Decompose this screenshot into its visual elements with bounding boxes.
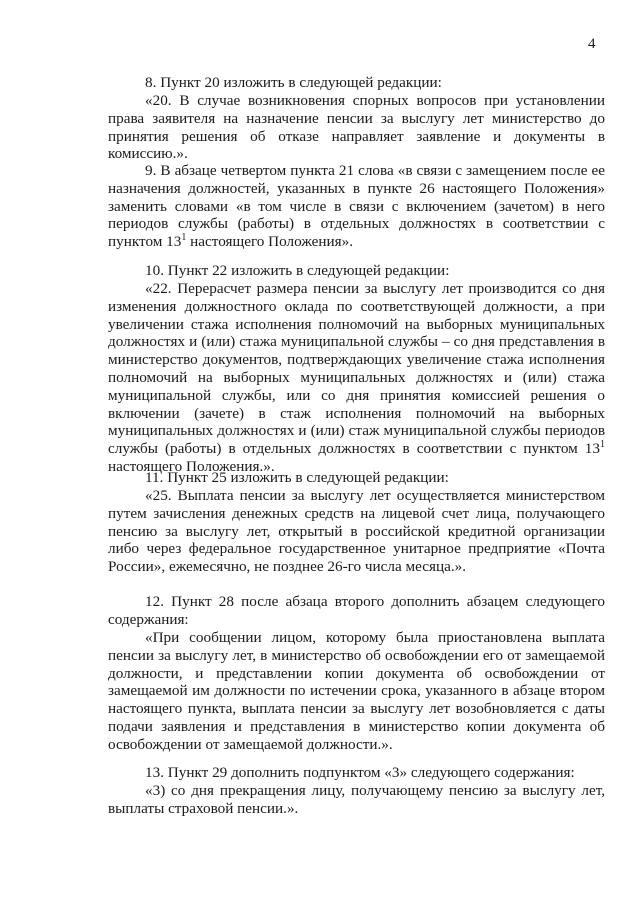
- item-25-text: «25. Выплата пенсии за выслугу лет осуществляется министерством путем зачисления денежных средств на лицевой счет лица, получающего пенсию за выслугу лет, открытый в российской кредитной организации либо через федеральное государственное унитарное предприятие «Почта России», ежемесячно, не позднее 26-го числа месяца.».: [108, 487, 605, 576]
- item-9-text-part2: настоящего Положения».: [186, 233, 354, 251]
- item-11-heading: 11. Пункт 25 изложить в следующей редакции:: [145, 469, 449, 486]
- item-9-paragraph: [108, 162, 605, 251]
- item-12-heading: 12. Пункт 28 после абзаца второго дополнить абзацем следующего содержания:: [108, 593, 605, 628]
- item-13-heading: 13. Пункт 29 дополнить подпунктом «3» следующего содержания:: [145, 764, 575, 781]
- item-22-text-part2: настоящего Положения.».: [108, 457, 275, 475]
- item-9-superscript: 1: [181, 232, 187, 244]
- item-22-superscript: 1: [600, 439, 605, 451]
- item-9-text-part1: 9. В абзаце четвертом пункта 21 слова «в связи с замещением после ее назначения должностей, указанных в пункте 26 настоящего Положения» заменить словами «в том числе в связи с включением (зачетом) в него периодов службы (работы) в отдельных должностях в соответствии с пунктом 13: [108, 162, 605, 251]
- item-10-heading: 10. Пункт 22 изложить в следующей редакции:: [145, 262, 450, 279]
- item-22-text-part1: «22. Перерасчет размера пенсии за выслугу лет производится со дня изменения должностного оклада по соответствующей должности, а при увеличении стажа исполнения полномочий на выборных муниципальных должностях и (или) стажа муниципальной службы – со дня представления в министерство документов, подтверждающих увеличение стажа исполнения полномочий на выборных муниципальных должностях и (или) стажа муниципальной службы, или со дня принятия комиссией решения о включении (зачете) в стаж исполнения полномочий на выборных муниципальных должностях и (или) стаж муниципальной службы периодов службы (работы) в отдельных должностях в соответствии с пунктом 13: [108, 280, 605, 458]
- item-22-paragraph: [108, 280, 605, 476]
- item-20-text: «20. В случае возникновения спорных вопросов при установлении права заявителя на назначение пенсии за выслугу лет министерство до принятия решения об отказе направляет заявление и документы в комиссию.».: [108, 92, 605, 163]
- page-number: 4: [588, 36, 596, 52]
- item-29-subitem-3: «3) со дня прекращения лицу, получающему пенсию за выслугу лет, выплаты страховой пенсии.».: [108, 782, 605, 817]
- item-28-added-paragraph: «При сообщении лицом, которому была приостановлена выплата пенсии за выслугу лет, в министерство об освобождении его от замещаемой должности, и представлении копии документа об освобождении от замещаемой им должности по истечении срока, указанного в абзаце втором настоящего пункта, выплата пенсии за выслугу лет возобновляется с даты подачи заявления и представления в министерство копии документа об освобождении от замещаемой должности.».: [108, 629, 605, 753]
- item-8-heading: 8. Пункт 20 изложить в следующей редакции:: [145, 74, 442, 91]
